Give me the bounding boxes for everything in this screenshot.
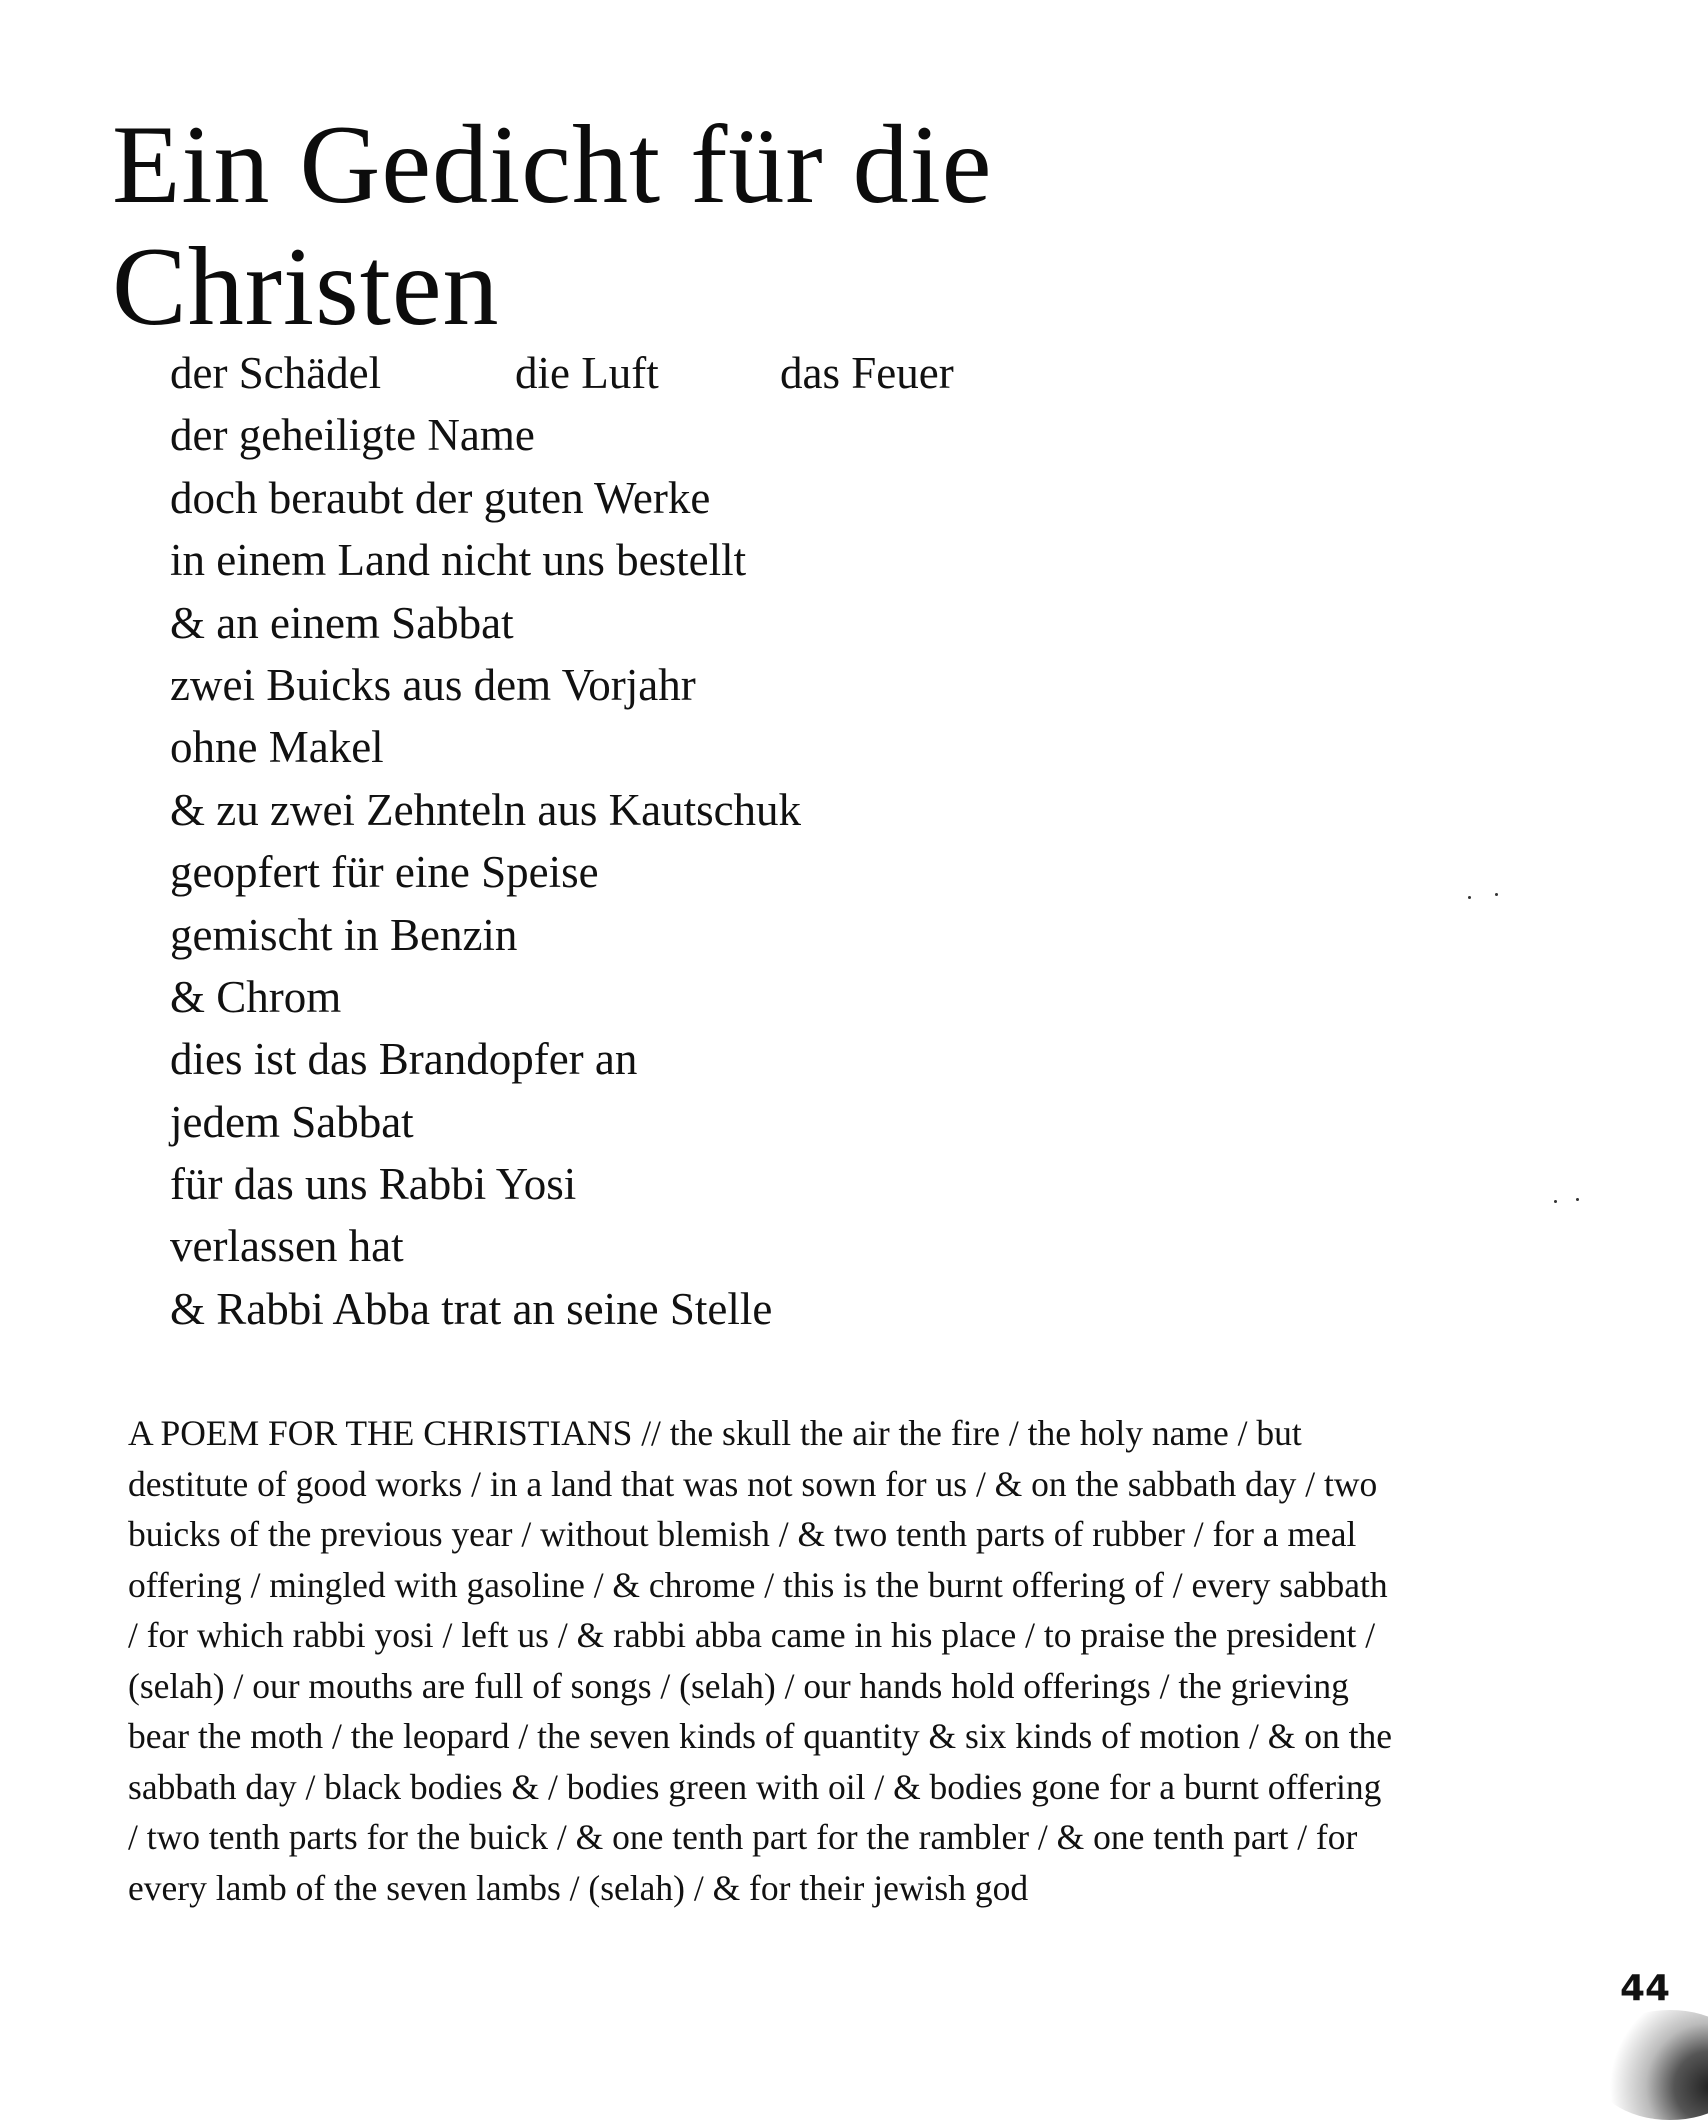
poem-line: ohne Makel xyxy=(170,722,384,773)
poem-line: dies ist das Brandopfer an xyxy=(170,1034,638,1085)
translation-line: buicks of the previous year / without blemish / & two tenth parts of rubber / for a meal xyxy=(128,1514,1357,1554)
translation-line: / for which rabbi yosi / left us / & rabbi abba came in his place / to praise the president / xyxy=(128,1615,1376,1655)
translation-line: bear the moth / the leopard / the seven kinds of quantity & six kinds of motion / & on the xyxy=(128,1716,1392,1756)
scan-smudge xyxy=(1590,2010,1708,2120)
scan-speck xyxy=(1495,893,1498,896)
poem-word: der Schädel xyxy=(170,348,382,398)
poem-line: der geheiligte Name xyxy=(170,410,535,461)
page-number: 44 xyxy=(1620,1968,1671,2009)
translation-line: every lamb of the seven lambs / (selah) / & for their jewish god xyxy=(128,1867,1029,1908)
poem-word: die Luft xyxy=(515,348,659,398)
poem-line: doch beraubt der guten Werke xyxy=(170,472,711,523)
translation-line: (selah) / our mouths are full of songs / (selah) / our hands hold offerings / the grieving xyxy=(128,1665,1349,1706)
german-poem xyxy=(170,342,954,1340)
poem-line: zwei Buicks aus dem Vorjahr xyxy=(170,659,696,710)
translation-line: A POEM FOR THE CHRISTIANS // the skull the air the fire / the holy name / but xyxy=(128,1413,1302,1453)
poem-line: & an einem Sabbat xyxy=(170,597,514,648)
translation-line: destitute of good works / in a land that was not sown for us / & on the sabbath day / two xyxy=(128,1463,1378,1504)
english-translation xyxy=(128,1408,1658,1913)
poem-line: & Rabbi Abba trat an seine Stelle xyxy=(170,1283,773,1334)
poem-line: jedem Sabbat xyxy=(170,1096,414,1147)
poem-line xyxy=(170,342,954,404)
poem-line: geopfert für eine Speise xyxy=(170,847,599,898)
title-line-2: Christen xyxy=(112,225,500,349)
title-line-1: Ein Gedicht für die xyxy=(112,103,993,227)
scan-speck xyxy=(1468,896,1471,899)
poem-word: das Feuer xyxy=(780,348,954,398)
poem-line: verlassen hat xyxy=(170,1221,404,1272)
translation-line: / two tenth parts for the buick / & one tenth part for the rambler / & one tenth part / for xyxy=(128,1817,1358,1857)
translation-line: sabbath day / black bodies & / bodies green with oil / & bodies gone for a burnt offering xyxy=(128,1766,1382,1807)
poem-line: in einem Land nicht uns bestellt xyxy=(170,535,747,586)
poem-line: & zu zwei Zehnteln aus Kautschuk xyxy=(170,784,802,835)
scan-speck xyxy=(1554,1200,1557,1203)
poem-line: & Chrom xyxy=(170,971,342,1022)
scan-speck xyxy=(1576,1198,1579,1201)
page-title xyxy=(112,104,993,348)
poem-line: gemischt in Benzin xyxy=(170,909,518,960)
translation-line: offering / mingled with gasoline / & chrome / this is the burnt offering of / every sabbath xyxy=(128,1564,1388,1605)
poem-line: für das uns Rabbi Yosi xyxy=(170,1159,577,1210)
